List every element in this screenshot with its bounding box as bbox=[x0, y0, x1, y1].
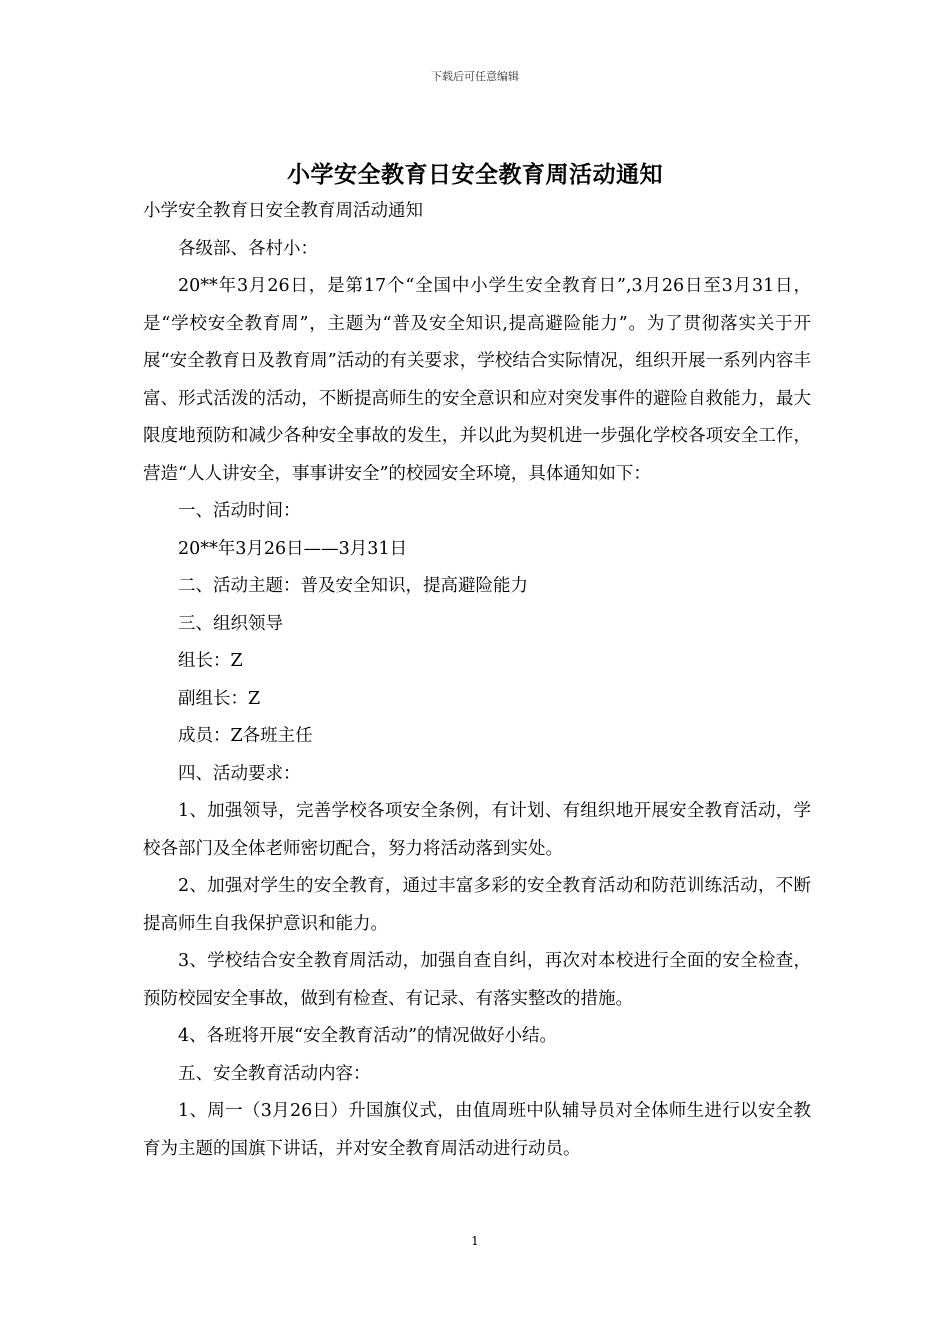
section-heading: 三、组织领导 bbox=[178, 613, 283, 634]
section-heading: 一、活动时间： bbox=[178, 501, 301, 521]
list-item: 1、周一（3月26日）升国旗仪式，由值周班中队辅导员对全体师生进行以安全教育为主题的国旗下讲话，并对安全教育周活动进行动员。 bbox=[143, 1101, 811, 1159]
paragraph: 成员：Z各班主任 bbox=[178, 726, 313, 746]
list-item: 3、学校结合安全教育周活动，加强自查自纠，再次对本校进行全面的安全检查，预防校园安全事故，做到有检查、有记录、有落实整改的措施。 bbox=[143, 951, 811, 1009]
paragraph: 组长：Z bbox=[178, 651, 243, 671]
page-header: 下载后可任意编辑 bbox=[431, 70, 519, 83]
paragraph: 20**年3月26日——3月31日 bbox=[178, 538, 408, 559]
page-number: 1 bbox=[471, 1234, 479, 1248]
paragraph: 副组长：Z bbox=[178, 688, 261, 709]
section-heading: 二、活动主题：普及安全知识，提高避险能力 bbox=[178, 576, 528, 596]
section-heading: 四、活动要求： bbox=[178, 763, 301, 784]
section-heading: 五、安全教育活动内容： bbox=[178, 1063, 371, 1084]
paragraph: 小学安全教育日安全教育周活动通知 bbox=[143, 201, 423, 221]
list-item: 2、加强对学生的安全教育，通过丰富多彩的安全教育活动和防范训练活动，不断提高师生自我保护意识和能力。 bbox=[143, 876, 811, 934]
document-title: 小学安全教育日安全教育周活动通知 bbox=[287, 161, 663, 188]
document-body bbox=[143, 193, 811, 1168]
list-item: 1、加强领导，完善学校各项安全条例，有计划、有组织地开展安全教育活动，学校各部门及全体老师密切配合，努力将活动落到实处。 bbox=[143, 801, 811, 859]
list-item: 4、各班将开展“安全教育活动”的情况做好小结。 bbox=[178, 1026, 558, 1046]
paragraph: 20**年3月26日，是第17个“全国中小学生安全教育日”,3月26日至3月31日，是“学校安全教育周”，主题为“普及安全知识,提高避险能力”。为了贯彻落实关于开展“安全教育日及教育周”活动的有关要求，学校结合实际情况，组织开展一系列内容丰富、形式活泼的活动，不断提高师生的安全意识和应对突发事件的避险自救能力，最大限度地预防和减少各种安全事故的发生，并以此为契机进一步强化学校各项安全工作，营造“人人讲安全，事事讲安全”的校园安全环境，具体通知如下： bbox=[143, 276, 811, 484]
paragraph: 各级部、各村小： bbox=[178, 238, 318, 259]
